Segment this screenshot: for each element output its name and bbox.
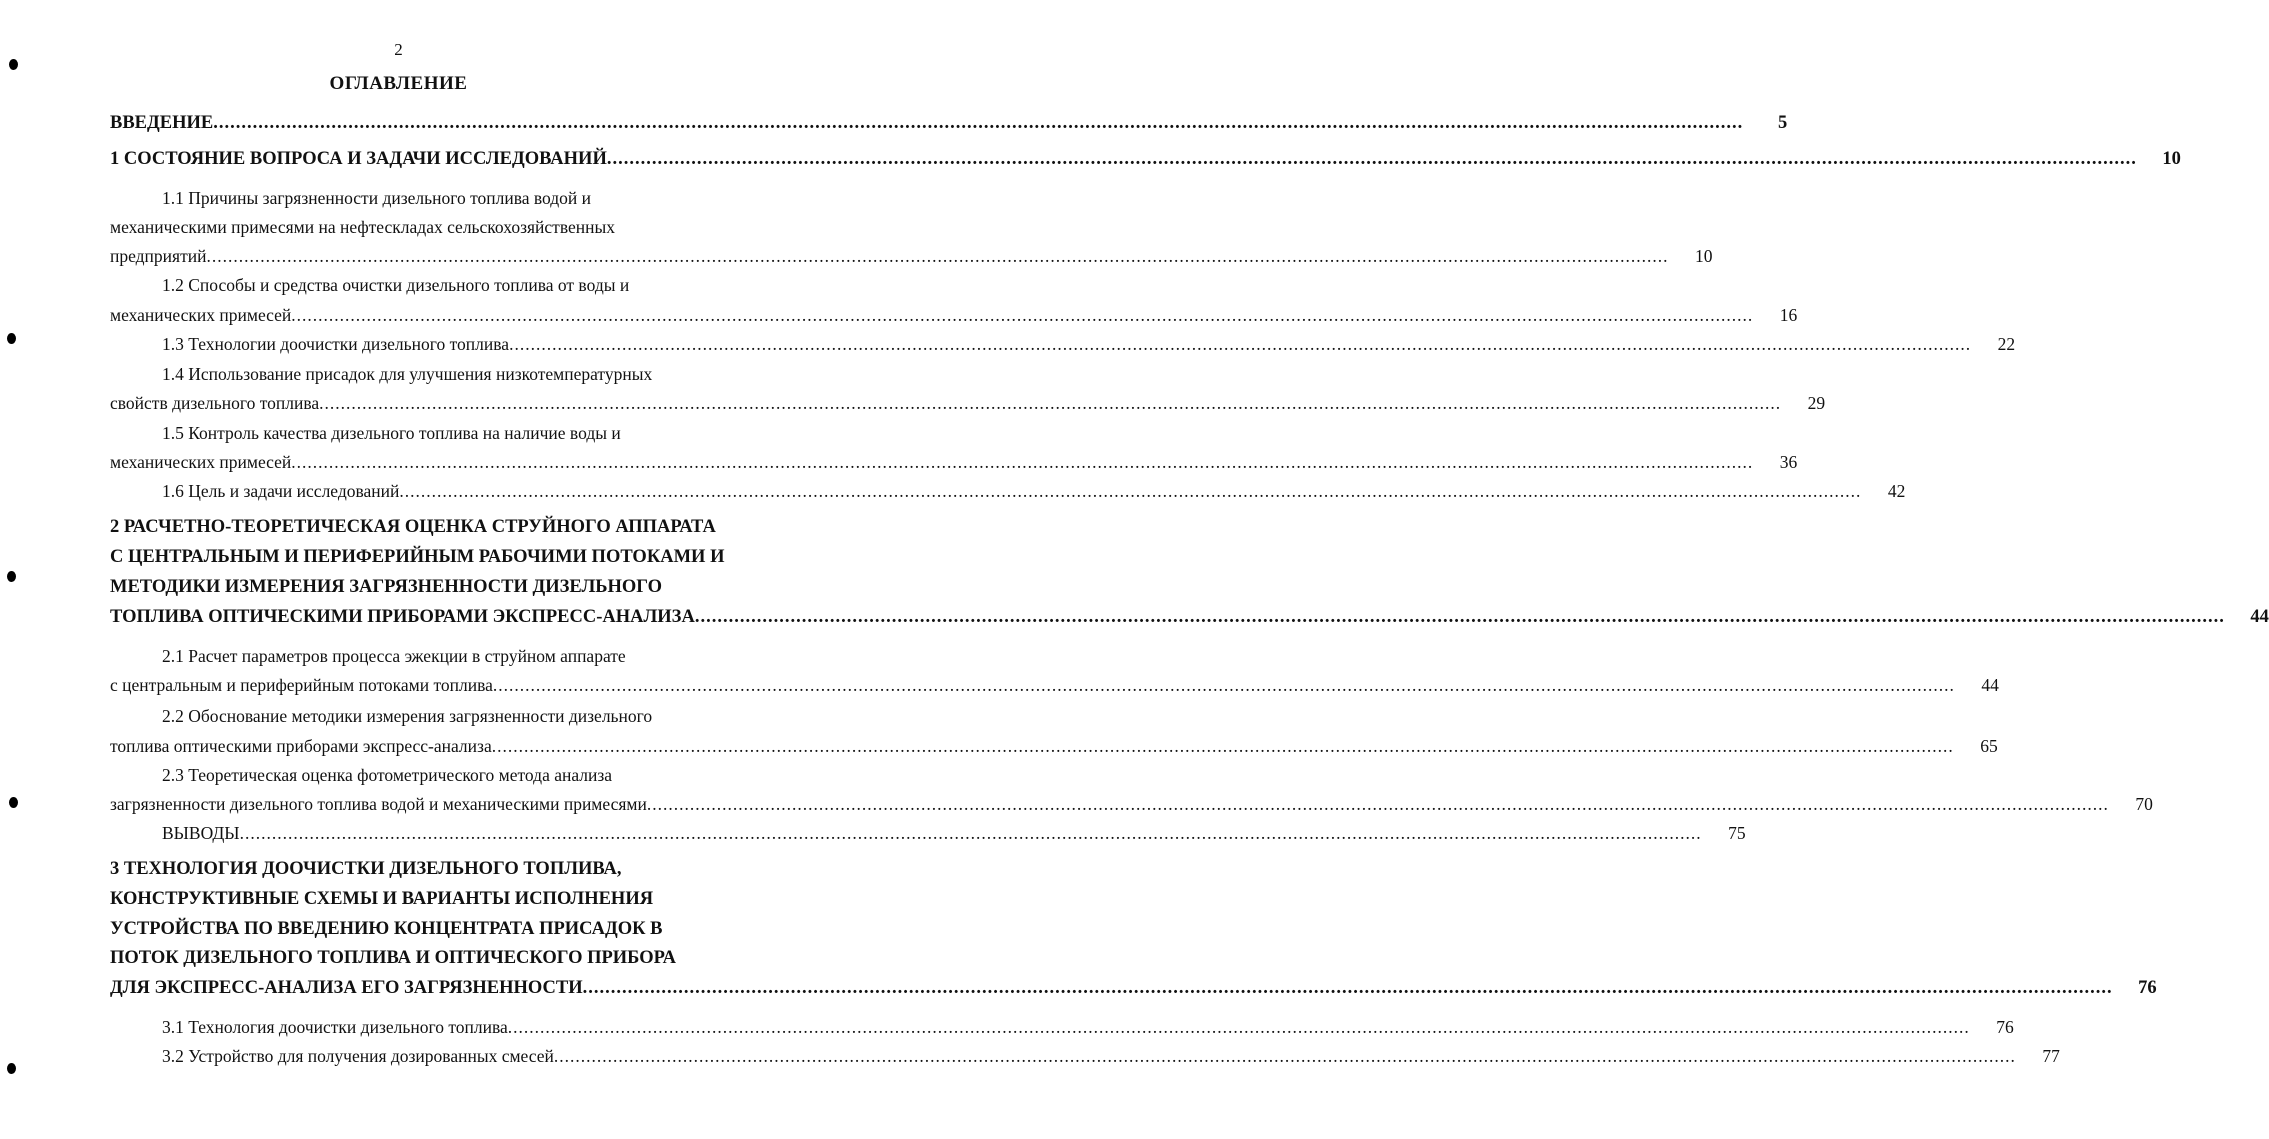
- toc-entry-chapter-3-line: КОНСТРУКТИВНЫЕ СХЕМЫ И ВАРИАНТЫ ИСПОЛНЕНИЯ: [110, 889, 654, 909]
- page-number: 2: [394, 40, 403, 59]
- toc-entry-chapter-1[interactable]: 1 СОСТОЯНИЕ ВОПРОСА И ЗАДАЧИ ИССЛЕДОВАНИЙ ..... 10: [110, 147, 768, 171]
- toc-entry-1-5-line: 1.5 Контроль качества дизельного топлива на наличие воды и: [162, 423, 621, 443]
- punch-hole-mark: [9, 797, 18, 808]
- toc-entry-1-5[interactable]: механических примесей ..... 36: [110, 450, 768, 474]
- toc-entry-chapter-2[interactable]: ТОПЛИВА ОПТИЧЕСКИМИ ПРИБОРАМИ ЭКСПРЕСС-АНАЛИЗА ..... 44: [110, 605, 768, 629]
- toc-entry-conclusions[interactable]: ВЫВОДЫ ..... 75: [110, 821, 820, 845]
- toc-entry-2-3-line: 2.3 Теоретическая оценка фотометрического метода анализа: [162, 765, 613, 785]
- toc-entry-1-2[interactable]: механических примесей ..... 16: [110, 303, 768, 327]
- toc-entry-1-4-line: 1.4 Использование присадок для улучшения низкотемпературных: [162, 364, 653, 384]
- toc-entry-chapter-3-line: 3 ТЕХНОЛОГИЯ ДООЧИСТКИ ДИЗЕЛЬНОГО ТОПЛИВА,: [110, 859, 622, 879]
- toc-entry-introduction[interactable]: ВВЕДЕНИЕ ..... 5: [110, 111, 768, 135]
- toc-entry-chapter-2-line: МЕТОДИКИ ИЗМЕРЕНИЯ ЗАГРЯЗНЕННОСТИ ДИЗЕЛЬНОГО: [110, 577, 662, 597]
- punch-hole-mark: [9, 59, 18, 70]
- toc-entry-1-6[interactable]: 1.6 Цель и задачи исследований ..... 42: [110, 479, 820, 503]
- toc-entry-1-2-line: 1.2 Способы и средства очистки дизельного топлива от воды и: [162, 275, 630, 295]
- toc-entry-2-2-line: 2.2 Обоснование методики измерения загрязненности дизельного: [162, 706, 653, 726]
- toc-entry-1-1-line: 1.1 Причины загрязненности дизельного топлива водой и: [162, 188, 592, 208]
- toc-entry-1-3[interactable]: 1.3 Технологии доочистки дизельного топлива ..... 22: [110, 332, 820, 356]
- punch-hole-mark: [7, 333, 16, 344]
- toc-entry-2-1-line: 2.1 Расчет параметров процесса эжекции в струйном аппарате: [162, 646, 626, 666]
- toc-entry-2-1[interactable]: с центральным и периферийным потоками топлива ..... 44: [110, 673, 768, 697]
- punch-hole-mark: [7, 571, 16, 582]
- toc-entry-chapter-2-line: 2 РАСЧЕТНО-ТЕОРЕТИЧЕСКАЯ ОЦЕНКА СТРУЙНОГО АППАРАТА: [110, 517, 716, 537]
- toc-entry-2-3[interactable]: загрязненности дизельного топлива водой и механическими примесями ..... 70: [110, 792, 768, 816]
- punch-hole-mark: [7, 1063, 16, 1074]
- toc-entry-chapter-3[interactable]: ДЛЯ ЭКСПРЕСС-АНАЛИЗА ЕГО ЗАГРЯЗНЕННОСТИ ..... 76: [110, 976, 768, 1000]
- toc-entry-chapter-3-line: УСТРОЙСТВА ПО ВВЕДЕНИЮ КОНЦЕНТРАТА ПРИСАДОК В: [110, 919, 663, 939]
- toc-entry-3-2[interactable]: 3.2 Устройство для получения дозированных смесей ..... 77: [110, 1044, 820, 1068]
- toc-entry-1-4[interactable]: свойств дизельного топлива ..... 29: [110, 391, 768, 415]
- toc-title: ОГЛАВЛЕНИЕ: [329, 73, 468, 94]
- toc-entry-1-1[interactable]: предприятий ..... 10: [110, 244, 768, 268]
- toc-entry-3-1[interactable]: 3.1 Технология доочистки дизельного топлива ..... 76: [110, 1015, 820, 1039]
- toc-entry-1-1-line: механическими примесями на нефтескладах сельскохозяйственных: [110, 217, 615, 237]
- toc-entry-2-2[interactable]: топлива оптическими приборами экспресс-анализа ..... 65: [110, 734, 768, 758]
- toc-entry-chapter-3-line: ПОТОК ДИЗЕЛЬНОГО ТОПЛИВА И ОПТИЧЕСКОГО ПРИБОРА: [110, 948, 676, 968]
- toc-entry-chapter-2-line: С ЦЕНТРАЛЬНЫМ И ПЕРИФЕРИЙНЫМ РАБОЧИМИ ПОТОКАМИ И: [110, 547, 725, 567]
